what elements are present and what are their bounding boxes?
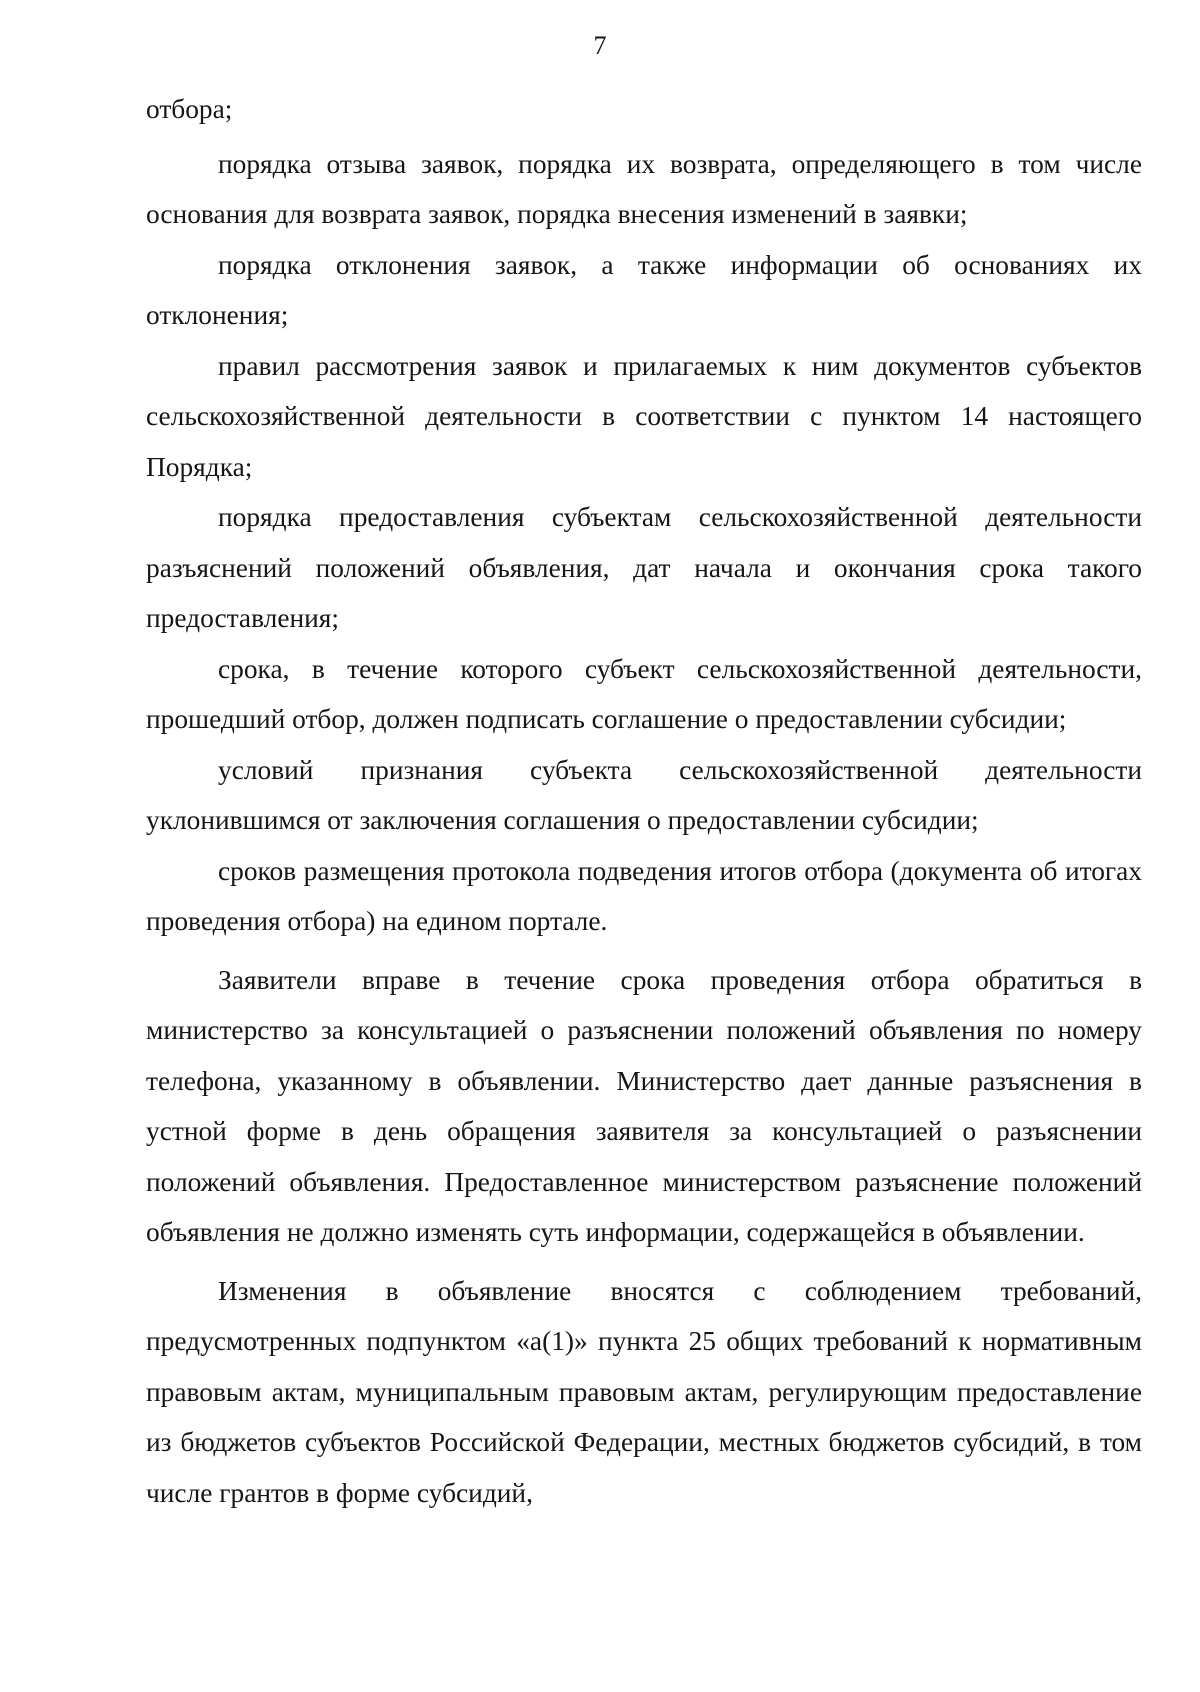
paragraph-agreement-deadline: срока, в течение которого субъект сельскохозяйственной деятельности, прошедший отбор, должен подписать соглашение о предоставлении субсидии; bbox=[146, 653, 1142, 734]
paragraph-applicant-consultation: Заявители вправе в течение срока проведения отбора обратиться в министерство за консультацией о разъяснении положений объявления по номеру телефона, указанному в объявлении. Министерство дает данные разъяснения в устной форме в день обращения заявителя за консультацией о разъяснении положений объявления. Предоставленное министерством разъяснение положений объявления не должно изменять суть информации, содержащейся в объявлении. bbox=[146, 964, 1142, 1247]
page-number: 7 bbox=[593, 31, 607, 60]
paragraph-clarification-procedure: порядка предоставления субъектам сельскохозяйственной деятельности разъяснений положений объявления, дат начала и окончания срока такого предоставления; bbox=[146, 502, 1142, 633]
paragraph-evasion-conditions: условий признания субъекта сельскохозяйственной деятельности уклонившимся от заключения соглашения о предоставлении субсидии; bbox=[146, 754, 1142, 835]
paragraph-review-rules: правил рассмотрения заявок и прилагаемых к ним документов субъектов сельскохозяйственной деятельности в соответствии с пунктом 14 настоящего Порядка; bbox=[146, 350, 1142, 482]
paragraph-continuation: отбора; bbox=[146, 94, 233, 124]
paragraph-withdrawal-procedure: порядка отзыва заявок, порядка их возврата, определяющего в том числе основания для возврата заявок, порядка внесения изменений в заявки; bbox=[146, 148, 1142, 229]
document-body bbox=[146, 84, 1142, 1518]
paragraph-protocol-deadlines: сроков размещения протокола подведения итогов отбора (документа об итогах проведения отбора) на едином портале. bbox=[146, 855, 1142, 936]
paragraph-rejection-procedure: порядка отклонения заявок, а также информации об основаниях их отклонения; bbox=[146, 249, 1142, 330]
paragraph-announcement-changes: Изменения в объявление вносятся с соблюдением требований, предусмотренных подпунктом «а(1)» пункта 25 общих требований к нормативным правовым актам, муниципальным правовым актам, регулирующим предоставление из бюджетов субъектов Российской Федерации, местных бюджетов субсидий, в том числе грантов в форме субсидий, bbox=[146, 1275, 1142, 1508]
